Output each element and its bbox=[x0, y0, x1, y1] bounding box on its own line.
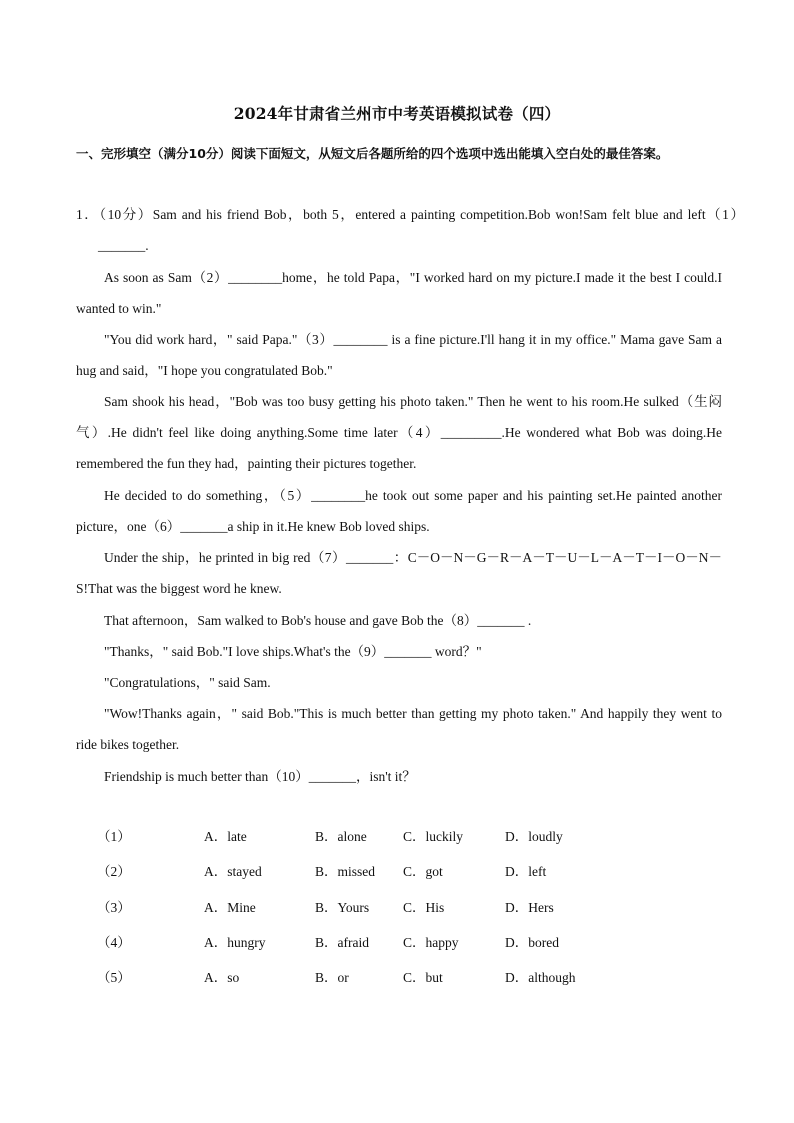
passage-paragraph: Sam shook his head，"Bob was too busy getting his photo taken." Then he went to his room.He sulked（生闷气）.He didn't feel like doing anything.Some time later（4）_________.He wondered what Bob was doing.He remembered the fun they had，painting their pictures together. bbox=[76, 394, 722, 471]
passage-paragraph: As soon as Sam（2）________home，he told Papa，"I worked hard on my picture.I made it the best I could.I wanted to win." bbox=[76, 270, 722, 316]
section-heading: 一、完形填空（满分10分）阅读下面短文，从短文后各题所给的四个选项中选出能填入空白处的最佳答案。 bbox=[76, 146, 669, 161]
passage-paragraph: 1．（10分）Sam and his friend Bob，both 5，entered a painting competition.Bob won!Sam felt blue and left（1）_______. bbox=[76, 207, 744, 253]
option-a[interactable]: A．late bbox=[204, 829, 247, 844]
option-b[interactable]: B．or bbox=[315, 970, 349, 986]
passage-paragraph: "You did work hard，" said Papa."（3）________ is a fine picture.I'll hang it in my office." Mama gave Sam a hug and said，"I hope you congratulated Bob." bbox=[76, 332, 722, 378]
option-row bbox=[97, 896, 717, 931]
option-row bbox=[97, 860, 717, 895]
option-b[interactable]: B．afraid bbox=[315, 934, 369, 950]
option-row bbox=[97, 825, 717, 860]
option-d[interactable]: D．although bbox=[505, 970, 576, 986]
option-c[interactable]: C．happy bbox=[403, 934, 459, 950]
question-number: （1） bbox=[97, 829, 131, 844]
option-a[interactable]: A．hungry bbox=[204, 934, 266, 950]
passage-paragraph: Under the ship，he printed in big red（7）_______：C－O－N－G－R－A－T－U－L－A－T－I－O－N－S!That was the biggest word he knew. bbox=[76, 550, 722, 596]
option-a[interactable]: A．stayed bbox=[204, 864, 262, 880]
option-c[interactable]: C．got bbox=[403, 864, 443, 880]
question-number: （5） bbox=[97, 970, 131, 986]
option-c[interactable]: C．His bbox=[403, 899, 445, 915]
option-d[interactable]: D．Hers bbox=[505, 899, 554, 915]
option-b[interactable]: B．missed bbox=[315, 864, 376, 880]
page-title: 2024年甘肃省兰州市中考英语模拟试卷（四） bbox=[233, 104, 561, 123]
option-a[interactable]: A．so bbox=[204, 970, 240, 986]
option-c[interactable]: C．luckily bbox=[403, 829, 463, 844]
question-number: （3） bbox=[97, 899, 131, 915]
question-number: （2） bbox=[97, 864, 131, 880]
passage-paragraph: "Thanks，" said Bob."I love ships.What's the（9）_______ word？" bbox=[104, 644, 482, 659]
passage-paragraph: "Wow!Thanks again，" said Bob."This is much better than getting my photo taken." And happily they went to ride bikes together. bbox=[76, 706, 722, 752]
option-d[interactable]: D．loudly bbox=[505, 829, 563, 844]
option-c[interactable]: C．but bbox=[403, 970, 443, 986]
passage-paragraph: "Congratulations，" said Sam. bbox=[104, 675, 271, 690]
option-row bbox=[97, 931, 717, 966]
passage-paragraph: Friendship is much better than（10）_______，isn't it？ bbox=[104, 769, 416, 784]
option-b[interactable]: B．Yours bbox=[315, 899, 370, 915]
option-b[interactable]: B．alone bbox=[315, 829, 367, 844]
passage-paragraph: That afternoon，Sam walked to Bob's house and gave Bob the（8）_______ . bbox=[104, 613, 532, 628]
option-row bbox=[97, 966, 717, 1001]
passage-paragraph: He decided to do something，（5）________he took out some paper and his painting set.He painted another picture，one（6）_______a ship in it.He knew Bob loved ships. bbox=[76, 488, 722, 534]
option-d[interactable]: D．bored bbox=[505, 934, 559, 950]
option-a[interactable]: A．Mine bbox=[204, 899, 256, 915]
options-table bbox=[97, 825, 717, 1001]
question-number: （4） bbox=[97, 934, 131, 950]
option-d[interactable]: D．left bbox=[505, 864, 547, 880]
